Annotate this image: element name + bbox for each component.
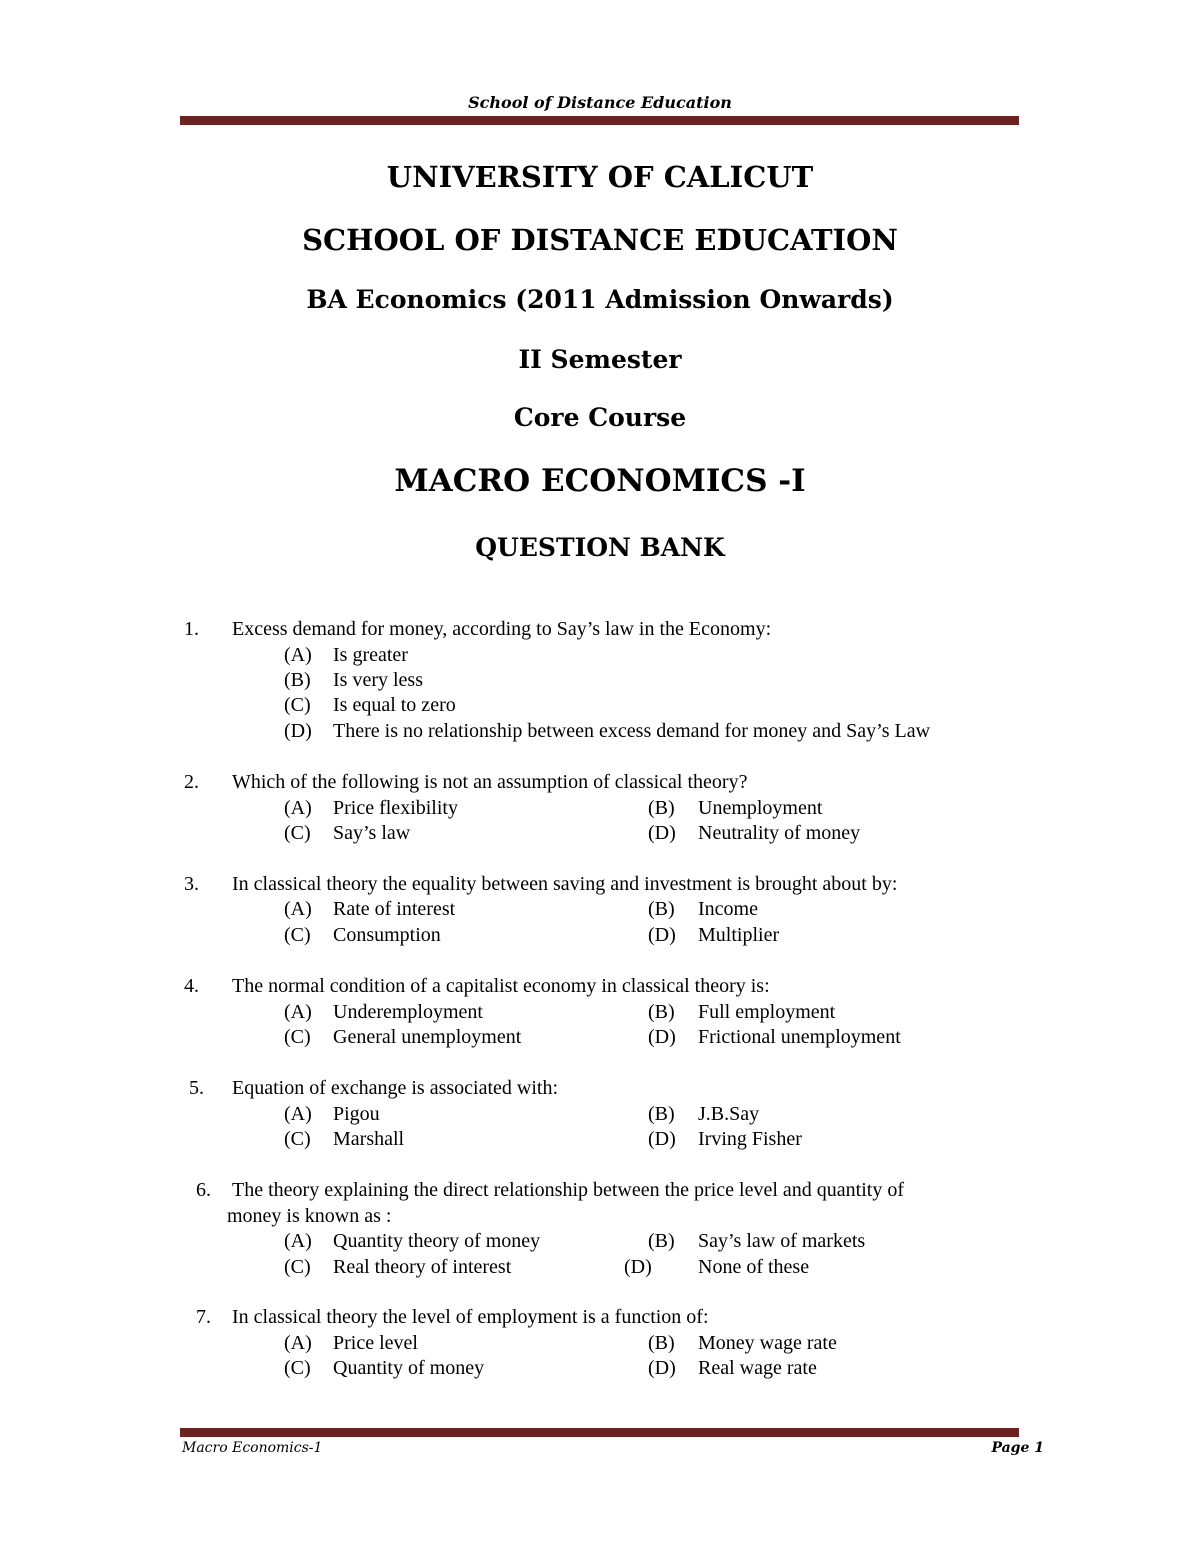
option-text: Quantity of money	[333, 1357, 485, 1379]
option-text: J.B.Say	[698, 1103, 760, 1125]
question-number: 5.	[189, 1077, 204, 1099]
question-number: 6.	[196, 1179, 211, 1201]
option-label: (C)	[284, 924, 311, 946]
footer-rule	[180, 1428, 1019, 1437]
question-number: 1.	[184, 618, 199, 640]
question-text: In classical theory the level of employment is a function of:	[232, 1306, 709, 1328]
course-type-title: Core Course	[513, 403, 687, 432]
option-text: There is no relationship between excess demand for money and Say’s Law	[333, 720, 931, 742]
option-label: (C)	[284, 1026, 311, 1048]
option-label: (A)	[284, 1103, 312, 1125]
question-text: Equation of exchange is associated with:	[232, 1077, 559, 1099]
option-label: (A)	[284, 1230, 312, 1252]
option-text: General unemployment	[333, 1026, 522, 1048]
option-label: (C)	[284, 1357, 311, 1379]
option-label: (A)	[284, 797, 312, 819]
question-text-continued: money is known as :	[227, 1205, 392, 1227]
option-text: Marshall	[333, 1128, 405, 1150]
question-number: 2.	[184, 771, 199, 793]
option-label: (A)	[284, 1001, 312, 1023]
option-text: Underemployment	[333, 1001, 483, 1023]
option-text: None of these	[698, 1256, 810, 1278]
footer-page-number: Page 1	[991, 1440, 1044, 1456]
option-text: Unemployment	[698, 797, 823, 819]
footer-course-name: Macro Economics-1	[182, 1440, 323, 1456]
option-label: (A)	[284, 1332, 312, 1354]
option-label: (D)	[648, 924, 676, 946]
question-text: In classical theory the equality between saving and investment is brought about by:	[232, 873, 898, 895]
option-text: Say’s law of markets	[698, 1230, 866, 1252]
question-text: Excess demand for money, according to Say’s law in the Economy:	[232, 618, 772, 640]
option-label: (D)	[648, 1357, 676, 1379]
question-text: The theory explaining the direct relationship between the price level and quantity of	[232, 1179, 904, 1201]
subject-title: MACRO ECONOMICS -I	[394, 463, 806, 499]
option-text: Rate of interest	[333, 898, 456, 920]
option-text: Full employment	[698, 1001, 836, 1023]
option-label: (C)	[284, 1128, 311, 1150]
question-number: 7.	[196, 1306, 211, 1328]
option-text: Real wage rate	[698, 1357, 817, 1379]
option-text: Is greater	[333, 644, 408, 666]
option-label: (B)	[648, 797, 675, 819]
option-text: Price flexibility	[333, 797, 458, 819]
option-text: Money wage rate	[698, 1332, 837, 1354]
option-text: Consumption	[333, 924, 441, 946]
option-label: (D)	[648, 1026, 676, 1048]
option-label: (D)	[284, 720, 312, 742]
option-label: (B)	[648, 1230, 675, 1252]
option-text: Frictional unemployment	[698, 1026, 901, 1048]
option-text: Pigou	[333, 1103, 380, 1125]
option-label: (B)	[284, 669, 311, 691]
option-text: Price level	[333, 1332, 418, 1354]
option-label: (C)	[284, 822, 311, 844]
option-text: Real theory of interest	[333, 1256, 512, 1278]
option-label: (C)	[284, 1256, 311, 1278]
option-label: (A)	[284, 644, 312, 666]
option-text: Irving Fisher	[698, 1128, 802, 1150]
school-title: SCHOOL OF DISTANCE EDUCATION	[302, 223, 898, 257]
option-text: Multiplier	[698, 924, 780, 946]
program-title: BA Economics (2011 Admission Onwards)	[306, 285, 894, 314]
section-title: QUESTION BANK	[475, 533, 725, 562]
option-text: Neutrality of money	[698, 822, 861, 844]
option-label: (D)	[648, 1128, 676, 1150]
option-label: (B)	[648, 1001, 675, 1023]
option-label: (D)	[624, 1256, 652, 1278]
question-text: Which of the following is not an assumption of classical theory?	[232, 771, 748, 793]
running-header: School of Distance Education	[468, 93, 732, 112]
question-text: The normal condition of a capitalist economy in classical theory is:	[232, 975, 770, 997]
option-label: (B)	[648, 1332, 675, 1354]
option-text: Is equal to zero	[333, 694, 456, 716]
option-label: (C)	[284, 694, 311, 716]
option-text: Say’s law	[333, 822, 411, 844]
option-label: (A)	[284, 898, 312, 920]
option-label: (D)	[648, 822, 676, 844]
question-number: 3.	[184, 873, 199, 895]
option-text: Is very less	[333, 669, 423, 691]
question-number: 4.	[184, 975, 199, 997]
option-text: Quantity theory of money	[333, 1230, 541, 1252]
option-label: (B)	[648, 1103, 675, 1125]
university-title: UNIVERSITY OF CALICUT	[386, 160, 814, 194]
option-label: (B)	[648, 898, 675, 920]
header-rule	[180, 116, 1019, 125]
semester-title: II Semester	[518, 345, 682, 374]
option-text: Income	[698, 898, 758, 920]
